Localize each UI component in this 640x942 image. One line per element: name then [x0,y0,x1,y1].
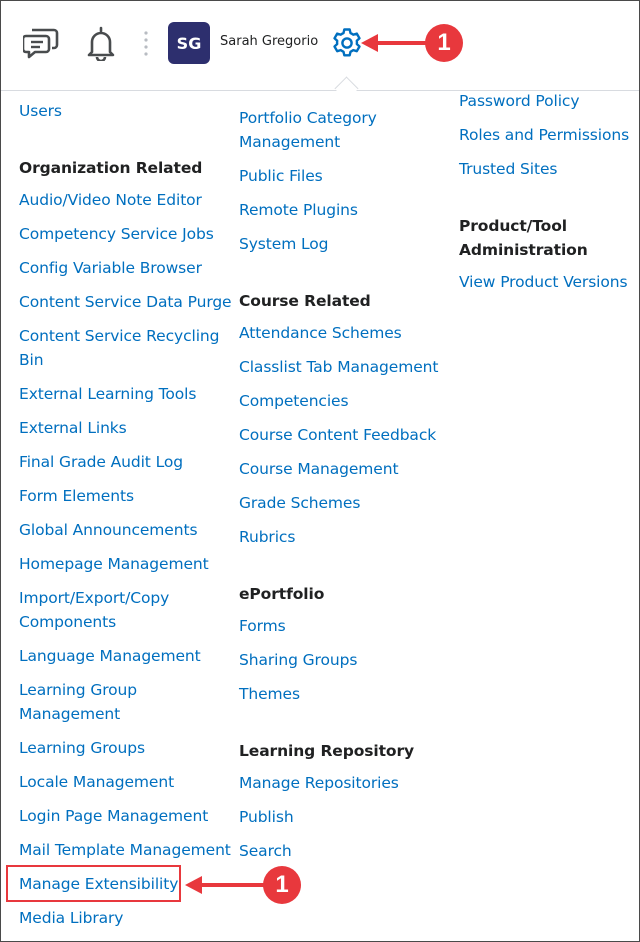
menu-link[interactable]: Content Service Recycling [19,327,220,345]
menu-link[interactable]: Management [239,133,341,151]
menu-link[interactable]: Course Content Feedback [239,426,437,444]
menu-link[interactable]: Search [239,842,292,860]
chat-icon[interactable] [23,26,59,60]
menu-link[interactable]: Portfolio Category [239,109,377,127]
menu-link[interactable]: Global Announcements [19,521,198,539]
separator-dots [144,31,148,57]
menu-link[interactable]: Learning Group [19,681,138,699]
menu-link[interactable]: Grade Schemes [239,494,361,512]
menu-link[interactable]: Form Elements [19,487,134,505]
menu-link[interactable]: Public Files [239,167,323,185]
menu-link[interactable]: Forms [239,617,286,635]
menu-link[interactable]: Publish [239,808,294,826]
menu-link-users[interactable]: Users [19,102,62,120]
gear-icon[interactable] [331,27,363,59]
menu-link-manage-extensibility[interactable]: Manage Extensibility [19,875,179,893]
menu-link[interactable]: Sharing Groups [239,651,358,669]
menu-link[interactable]: Language Management [19,647,201,665]
menu-link[interactable]: Manage Repositories [239,774,399,792]
menu-link[interactable]: Mail Template Management [19,841,231,859]
callout-arrow [185,873,265,897]
menu-link[interactable]: Config Variable Browser [19,259,202,277]
menu-link[interactable]: External Learning Tools [19,385,197,403]
callout-arrow [361,31,427,55]
menu-link[interactable]: Content Service Data Purge [19,293,232,311]
menu-link[interactable]: Themes [239,685,300,703]
heading-learning-repository: Learning Repository [239,742,415,760]
menu-link[interactable]: Trusted Sites [459,160,558,178]
menu-link[interactable]: Login Page Management [19,807,209,825]
menu-link[interactable]: Import/Export/Copy [19,589,170,607]
menu-link[interactable]: Bin [19,351,44,369]
menu-link[interactable]: Roles and Permissions [459,126,630,144]
menu-link[interactable]: View Product Versions [459,273,628,291]
heading-product-tool-administration: Product/Tool [459,217,567,235]
bell-icon[interactable] [86,25,116,61]
avatar[interactable]: SG [168,22,210,64]
menu-link[interactable]: Course Management [239,460,399,478]
menu-link[interactable]: Competency Service Jobs [19,225,214,243]
heading-organization-related: Organization Related [19,159,203,177]
menu-link[interactable]: Competencies [239,392,349,410]
menu-link[interactable]: System Log [239,235,329,253]
user-name[interactable]: Sarah Gregorio [220,34,319,49]
menu-link[interactable]: Classlist Tab Management [239,358,439,376]
menu-link[interactable]: Management [19,705,121,723]
top-navbar [1,1,639,91]
menu-link[interactable]: Locale Management [19,773,175,791]
heading-eportfolio: ePortfolio [239,585,325,603]
menu-link[interactable]: Final Grade Audit Log [19,453,183,471]
menu-link[interactable]: Password Policy [459,92,580,110]
callout-badge: 1 [425,24,463,62]
heading-product-tool-administration: Administration [459,241,588,259]
menu-link[interactable]: External Links [19,419,127,437]
menu-link[interactable]: Learning Groups [19,739,145,757]
menu-link[interactable]: Attendance Schemes [239,324,402,342]
menu-link[interactable]: Audio/Video Note Editor [19,191,202,209]
heading-course-related: Course Related [239,292,371,310]
menu-link[interactable]: Remote Plugins [239,201,358,219]
menu-link[interactable]: Components [19,613,117,631]
callout-badge: 1 [263,866,301,904]
menu-link[interactable]: Homepage Management [19,555,209,573]
menu-link[interactable]: Media Library [19,909,124,927]
menu-link[interactable]: Rubrics [239,528,296,546]
